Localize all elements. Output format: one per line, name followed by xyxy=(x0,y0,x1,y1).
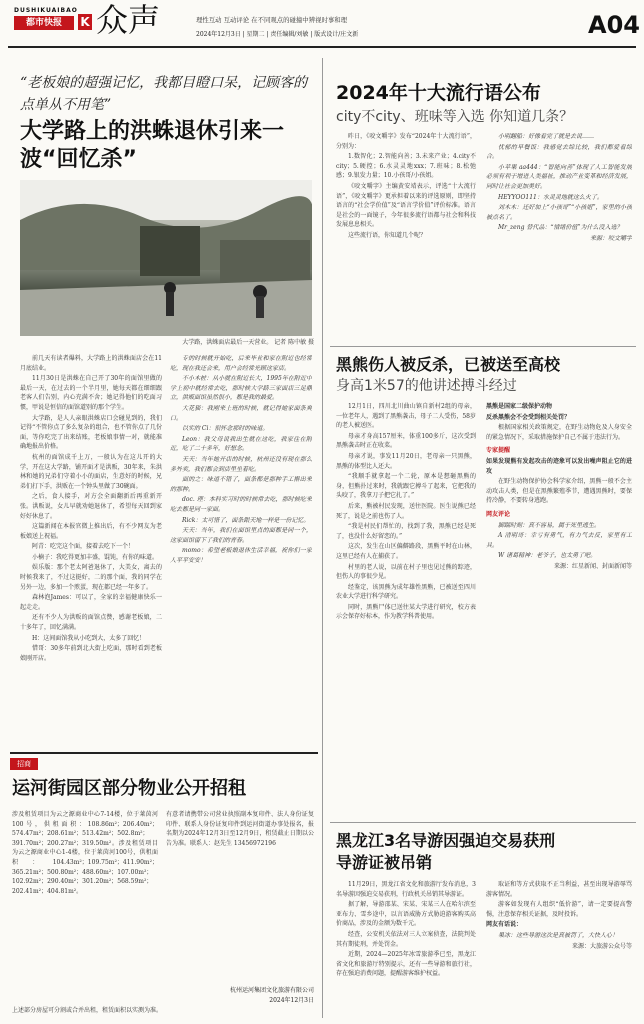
paragraph: 据了解，导游邵某、宋某、宋某三人在哈尔滨至亚布力、雪乡途中，以言语威胁方式胁迫游客购买高价商品，涉及的金额为数千元。 xyxy=(336,901,476,928)
paragraph: 杭州的面馆成千上万，一般认为在这儿开的大学，开在这大学路，铺开面才是洪贩，30年来，朱洪林和她的兄弟们守着小小的面店，生意好的时候，兄弟们打下手，洪贩在一个钟头里做了30碗面。 xyxy=(20,453,162,490)
story-tour-guides xyxy=(330,830,636,1018)
paragraph: 同时，黑熊尸体已送往某大学进行研究，校方表示会保存好标本，作为教学科普使用。 xyxy=(336,603,476,621)
story2-subhead: city不city、班味等入选 你知道几条？ xyxy=(336,109,574,125)
paragraph: 果冰：这些导游这次是真被罚了，大快人心！ xyxy=(498,931,619,939)
paragraph: 1.数智化；2.智能向善；3.未来产业；4.city不city；5.硬控；6.水灵灵地xxx；7.班味；8.松弛感；9.银发力量；10.小孩哥/小孩姐。 xyxy=(336,153,476,180)
story1-headline: 大学路上的洪蛛退休引来一波“回忆杀” xyxy=(20,119,285,172)
paragraph: 在野生动物保护协会科学家介绍，黑熊一般不会主动攻击人类，但是在黑熊繁殖季节，遭遇黑熊时，要保持冷静，不要转身逃跑。 xyxy=(486,478,632,505)
paragraph: 森林泡James：可以了，全家的幸福健康快乐一起走走。 xyxy=(20,594,162,611)
story3-column-b xyxy=(486,402,632,812)
ad-badge: 招商 xyxy=(10,758,38,770)
logo-chinese: 都市快报 xyxy=(14,16,74,30)
logo-english: DUSHIKUAIBAO xyxy=(14,7,78,14)
ad-right-text: 有意者请携带公司营业执照副本复印件、法人身份证复印件、联系人身份证复印件到运河街道办事处报名，报名期为2024年12月3日至12月9日，租赁截止日期以公告为准。联系人：赵先生 13456972196 xyxy=(166,811,314,847)
paragraph: 村里的老人说，以前在村子里也见过熊的踪迹，但伤人的事很少见。 xyxy=(336,563,476,581)
story3-column-a xyxy=(336,402,476,812)
section-divider xyxy=(330,346,636,347)
paragraph: 这篇新闻在本报官微上推出后，有不少网友为老板娘送上祝福。 xyxy=(20,523,162,540)
paragraph: 昨日，《咬文嚼字》发布“2024年十大流行语”，分别为： xyxy=(336,133,476,150)
paragraph: 不小木桩：从小就在附近长大，1995年在附近中学上初中就经常去吃，那时候大学路三家面店三足鼎立，洪贩面馆虽然很小，都是我的最爱。 xyxy=(170,375,312,402)
ad-issuer: 杭州运河集团文化旅游有限公司 xyxy=(229,987,314,994)
paragraph: 前几天有读者爆料，大学路上的洪蛛面店会在11月底结业。 xyxy=(20,355,162,372)
paragraph: 经鉴定，该黑熊为成年雄性黑熊，已被送至四川农业大学进行科学研究。 xyxy=(336,583,476,601)
paragraph: 娱乐版：那个老太阿爸退休了，大美女，离去的时候我来了，不过这挺好，二的那个面，我的同学在另外一边，多加一个煎蛋，现在都已经一年多了。 xyxy=(20,564,162,591)
paragraph: 大花猫：我刚来上班的时候，就记得她家面条爽口。 xyxy=(170,404,312,422)
paragraph: Rick：太可惜了，面条跟天地一样是一份记忆。 xyxy=(182,516,310,524)
paragraph: 小苹果 aa444：“智能向善”体现了人工智能发展必须有利于增进人类福祉，推动产业变革和经济发展，同时让社会更加美好。 xyxy=(486,163,632,190)
paragraph: 刘木木：还好加上“小孩哥”“小孩姐”，家里的小孩被点名了。 xyxy=(486,204,632,221)
paragraph: 《咬文嚼字》主编黄安靖表示，评选“十大流行语”，《咬文嚼字》更承担着以来的评选原则，即坚持语言的“社会学价值”及“语言学价值”评价标准。语言是社会的一面镜子，今年很多流行语都与社会和科技发展息息相关。 xyxy=(336,182,476,229)
paragraph: 阿青：吃完这个面，接着去吃下一个！ xyxy=(32,543,135,551)
story1-quote: “老板娘的超强记忆，我都目瞪口呆，记顾客的点单从不用笔” xyxy=(20,75,308,113)
paragraph: doc. 理：本科实习时的时候常去吃，那时候吃来吃去都是同一家面。 xyxy=(170,496,312,513)
paragraph: 经查，公安机关依法对三人立案侦查，法院判处其有期徒刑，并处罚金。 xyxy=(336,930,476,948)
story3-subhead: 身高1米57的他讲述搏斗经过 xyxy=(336,378,517,394)
paragraph: 母亲才身高157厘米，体重100多斤，这次受到黑熊袭击时正在收菜。 xyxy=(336,432,476,450)
paragraph: 来源：咬文嚼字 xyxy=(589,234,632,242)
section-label: 网友有话说： xyxy=(486,921,523,929)
story2-column-a xyxy=(336,132,476,338)
story1-caption: 大学路，洪蛛面店最后一天营业。 记者 陈中敏 摄 xyxy=(182,339,314,346)
story4-column-b xyxy=(486,880,632,1016)
paragraph: 脚踹时刻：真不容易，属于死里逃生。 xyxy=(498,521,601,529)
story2-column-b xyxy=(486,132,632,338)
paragraph: 母亲才说，事发11月20日，老母亲一只黑熊，黑熊的体型比人还大。 xyxy=(336,452,476,470)
paragraph: 这次，发生在山区偏僻路段，黑熊平时在山林，这里已经有人在捕获了。 xyxy=(336,543,476,560)
paragraph: momo：希望老板娘退休生活幸福，祝你们一家人平平安安！ xyxy=(170,547,312,564)
story3-headline: 黑熊伤人被反杀，已被送至高校 xyxy=(336,355,561,374)
paragraph: 天天：当年她开店的时候，杭州还没有现在那么多外卖，我们都会到店里坐着吃。 xyxy=(170,455,312,473)
story4-headline: 黑龙江3名导游因强迫交易获刑 xyxy=(336,831,556,850)
page-number: A04 xyxy=(588,11,640,39)
paragraph: 12月1日，四川北川曲山镇自新村2组的母亲，一位老年人，遇到了黑熊袭击，母子二人受伤，58岁的老人被送医。 xyxy=(336,403,476,430)
story4-subhead: 导游证被吊销 xyxy=(336,853,433,872)
story-buzzwords xyxy=(330,60,636,340)
ad-date: 2024年12月3日 xyxy=(269,997,314,1004)
property-lease-ad xyxy=(10,752,318,1020)
paragraph: “我顺手就拿起一个二轮，原本是想砸黑熊的身，但熊扑过来时，我就跟它搏斗了起来，它把我的头咬了，我拿刀子把它扎了。” xyxy=(336,473,476,500)
date-line: 2024年12月3日 | 星期二 | 责任编辑/刘敏 | 版式设计/庄文新 xyxy=(196,31,359,38)
k-logo-icon: K xyxy=(78,14,92,30)
paragraph: 面的之：味道不错了，面条都是那种手工擀出来的那种。 xyxy=(170,476,312,493)
paragraph: 来源：大旅游公众号等 xyxy=(571,942,632,950)
paragraph: Leon：我父母说我出生就在这吃，我家住在附近，吃了二十多年，好想念。 xyxy=(170,435,312,453)
paragraph: 根据国家相关政策规定，在野生动物危及人身安全的紧急情况下，采取措施保护自己不属于违法行为。 xyxy=(486,424,632,441)
paragraph: 11月30日是洪蛛在自己开了30年的面馆里做的最后一天，在过去的一个半月里，她每天都在细细跟老客人们告别，内心充满不舍；她记得他们的吃面习惯，甲说是恒信的面馆道别的那个学生。 xyxy=(20,375,162,411)
newspaper-logo xyxy=(8,6,94,36)
paragraph: 大学路，是人人亲眼洪蛛店口会碰见到的，我们记得“不管你点了多么复杂的组合，也不管你点了几份面，等你吃完了出来结账，老板娘事情一对，就能准确地报出价格。 xyxy=(20,414,162,451)
paragraph: A 清明哥：幸亏有勇气，有力气去反，家里有工具。 xyxy=(486,532,632,549)
paragraph: 惜哥：30多年前到北大街上吃面，那时看到老板娘刚开店。 xyxy=(20,645,162,662)
paragraph: 以实的 Ci：很怀念那时的味道。 xyxy=(182,425,269,433)
paragraph: 来源：红星新闻、封面新闻等 xyxy=(553,562,632,570)
section-label: 专家提醒 xyxy=(486,447,511,455)
paragraph: 忧郁的早餐饭：我感觉去综比较，我们都爱看综合。 xyxy=(486,143,632,161)
column-divider xyxy=(322,58,323,1018)
story1-column-a xyxy=(20,354,162,744)
paragraph: HEYYOO111：水灵灵地就这么火了。 xyxy=(498,193,603,201)
ad-title: 运河街园区部分物业公开招租 xyxy=(12,778,246,799)
paragraph: 近期，2024—2025年冰雪旅游季已至，黑龙江省文化和旅游厅特别提示，还有一些导游和旅行社，存在强迫消费问题，提醒游客维护权益。 xyxy=(336,951,476,978)
paragraph: 小楠子：我吃得更加丰盛，馄饨，有你的味道。 xyxy=(32,553,159,561)
section-label: 网友评论 xyxy=(486,510,511,518)
masthead-rule xyxy=(8,46,636,48)
subheading: 反杀黑熊会不会受到相关处罚？ xyxy=(486,413,571,421)
paragraph: 取证和等方式获取不正当利益，甚至出现导游辱骂游客情况。 xyxy=(486,881,632,898)
paragraph: 小明翻船：好像看完了就是去说…… xyxy=(498,133,595,140)
paragraph: 后来，熊被村民发现，送往医院。医生说熊已经死了，说是之前也伤了人。 xyxy=(336,502,476,520)
paragraph: 天天：当年，我们在面馆里点的面都是同一个，这家面馆留下了我们的青春。 xyxy=(170,527,312,544)
story1-photo xyxy=(20,180,312,336)
paragraph: 这些流行语，你知道几个呢？ xyxy=(348,231,427,239)
section-divider xyxy=(330,822,636,823)
story2-headline: 2024年十大流行语公布 xyxy=(336,82,541,104)
paragraph: 还有不少人为洪贩的面馆点赞，感谢老板娘，二十多年了，回忆满满。 xyxy=(20,614,162,632)
section-slogan: 理性互动 互动评论 在不同观点的碰撞中辨视时事和理 xyxy=(196,16,348,24)
paragraph: 游客如发现有人组织“低价游”，请一定要提高警惕，注意保存相关证据，及时投诉。 xyxy=(486,901,632,918)
paragraph: 之后，食人接手，对方会全面翻新后再重新开张。洪贩说，女儿早就劝她退休了，希望每天回到家好好休息了。 xyxy=(20,493,162,520)
paragraph: W 诸葛精神：老爷子，也太勇了吧。 xyxy=(498,552,597,560)
masthead xyxy=(0,0,644,50)
paragraph: H：这间面馆我从小吃到大，太多了回忆！ xyxy=(32,634,146,642)
subheading: 黑熊是国家二级保护动物 xyxy=(486,403,553,410)
paragraph: Mr_zeng 替代品：“情绪价值”为什么没入选？ xyxy=(498,224,623,232)
subheading: 如果发现熊有发起攻击的迹象可以发出噪声阻止它的进攻 xyxy=(486,457,632,475)
paragraph: 11月29日，黑龙江省文化和旅游厅发布消息，3名导游因强迫交易获刑，行政机关吊销其导游证。 xyxy=(336,881,476,898)
ad-footer: 上述部分房屋可分割或合并出租，租赁面积以实测为准。 xyxy=(12,1007,163,1014)
story-bear xyxy=(330,354,636,816)
story1-column-b xyxy=(170,354,312,744)
section-title: 众声 xyxy=(96,1,161,39)
ad-body: 涉及租赁项目为云之源商业中心7-14楼，位于莱茵河100号，供租面积：108.86m²；206.40m²；574.47m²；208.61m²；513.42m²；502.8m²；391.70m²；200.27m²；319.50m²。涉及租赁项目为云之源商业中心1-4楼，位于莱茵河100号，供租面积：104.43m²；109.75m²；411.90m²；365.21m²；500.80m²；488.60m²；107.00m²；102.92m²；290.40m²；301.20m²；568.59m²；202.41m²；404.81m²。 xyxy=(12,811,158,895)
story-noodle-shop xyxy=(20,58,318,750)
paragraph: 专的时候就开始吃，后来毕业和家在附近也经常吃，现在我还会来，用户会经常光顾这家店。 xyxy=(170,355,312,372)
story4-column-a xyxy=(336,880,476,1016)
street-photo-icon xyxy=(20,180,312,336)
paragraph: “我是村民们帮忙的，找到了我，黑熊已经是死了，也没什么好留恋的。” xyxy=(336,523,476,540)
